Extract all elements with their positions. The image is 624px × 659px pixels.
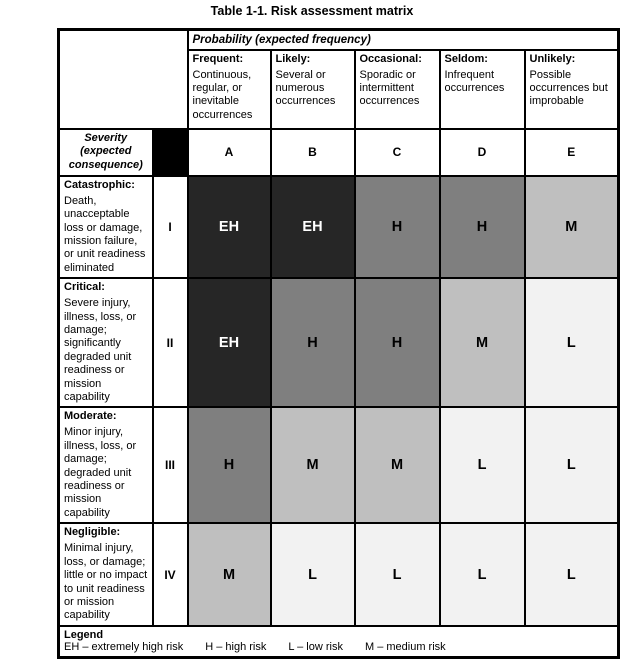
severity-numeral: I <box>153 176 188 278</box>
risk-cell-II-B: H <box>271 278 355 407</box>
severity-row-desc: Minor injury, illness, loss, or damage; degraded unit readiness or mission capability <box>64 426 137 519</box>
probability-col-desc: Infrequent occurrences <box>444 68 505 94</box>
risk-cell-I-C: H <box>355 176 440 278</box>
risk-cell-II-A: EH <box>188 278 271 407</box>
risk-cell-IV-B: L <box>271 523 355 625</box>
risk-cell-IV-C: L <box>355 523 440 625</box>
legend-item-m: M – medium risk <box>364 640 446 653</box>
risk-cell-III-E: L <box>525 407 619 523</box>
probability-col-desc: Continuous, regular, or inevitable occurrences <box>192 68 253 121</box>
risk-cell-II-C: H <box>355 278 440 407</box>
table-title: Table 1-1. Risk assessment matrix <box>210 4 414 18</box>
probability-letter-c: C <box>355 129 440 176</box>
probability-col-name: Occasional: <box>359 52 422 65</box>
severity-numeral: II <box>153 278 188 407</box>
risk-cell-I-B: EH <box>271 176 355 278</box>
risk-cell-IV-E: L <box>525 523 619 625</box>
risk-assessment-matrix <box>57 28 620 659</box>
severity-numeral: IV <box>153 523 188 625</box>
legend-item-l: L – low risk <box>288 640 343 653</box>
severity-row-name: Catastrophic: <box>64 178 135 191</box>
probability-col-name: Likely: <box>275 52 311 65</box>
risk-cell-I-E: M <box>525 176 619 278</box>
severity-row-name: Moderate: <box>64 410 117 423</box>
severity-row-negligible <box>59 523 153 625</box>
empty-corner-cell <box>59 30 188 129</box>
legend <box>59 626 619 658</box>
severity-header: Severity (expected consequence) <box>59 129 153 176</box>
risk-cell-III-D: L <box>440 407 525 523</box>
probability-col-likely <box>271 50 355 129</box>
severity-row-moderate <box>59 407 153 523</box>
legend-item-h: H – high risk <box>205 640 267 653</box>
risk-cell-III-B: M <box>271 407 355 523</box>
black-spacer-cell <box>153 129 188 176</box>
legend-item-eh: EH – extremely high risk <box>64 640 184 653</box>
risk-cell-II-D: M <box>440 278 525 407</box>
risk-cell-I-A: EH <box>188 176 271 278</box>
probability-letter-b: B <box>271 129 355 176</box>
probability-col-name: Unlikely: <box>529 52 576 65</box>
probability-letter-d: D <box>440 129 525 176</box>
risk-cell-I-D: H <box>440 176 525 278</box>
severity-row-name: Negligible: <box>64 526 121 539</box>
probability-header: Probability (expected frequency) <box>188 30 619 50</box>
probability-letter-e: E <box>525 129 619 176</box>
probability-col-name: Frequent: <box>192 52 244 65</box>
probability-col-occasional <box>355 50 440 129</box>
severity-numeral: III <box>153 407 188 523</box>
severity-row-desc: Death, unacceptable loss or damage, mission failure, or unit readiness eliminated <box>64 194 146 274</box>
severity-row-critical <box>59 278 153 407</box>
risk-cell-II-E: L <box>525 278 619 407</box>
risk-cell-IV-D: L <box>440 523 525 625</box>
probability-col-desc: Possible occurrences but improbable <box>529 68 608 108</box>
risk-cell-III-C: M <box>355 407 440 523</box>
severity-row-desc: Severe injury, illness, loss, or damage; significantly degraded unit readiness or mission capability <box>64 297 137 404</box>
probability-col-desc: Sporadic or intermittent occurrences <box>359 68 420 108</box>
legend-items <box>64 641 613 653</box>
probability-col-name: Seldom: <box>444 52 488 65</box>
risk-cell-III-A: H <box>188 407 271 523</box>
severity-row-catastrophic <box>59 176 153 278</box>
legend-title: Legend <box>64 628 104 641</box>
probability-col-unlikely <box>525 50 619 129</box>
risk-cell-IV-A: M <box>188 523 271 625</box>
probability-col-frequent <box>188 50 271 129</box>
probability-letter-a: A <box>188 129 271 176</box>
severity-row-desc: Minimal injury, loss, or damage; little or no impact to unit readiness or mission capability <box>64 542 148 622</box>
probability-col-seldom <box>440 50 525 129</box>
severity-row-name: Critical: <box>64 281 105 294</box>
probability-col-desc: Several or numerous occurrences <box>275 68 336 108</box>
